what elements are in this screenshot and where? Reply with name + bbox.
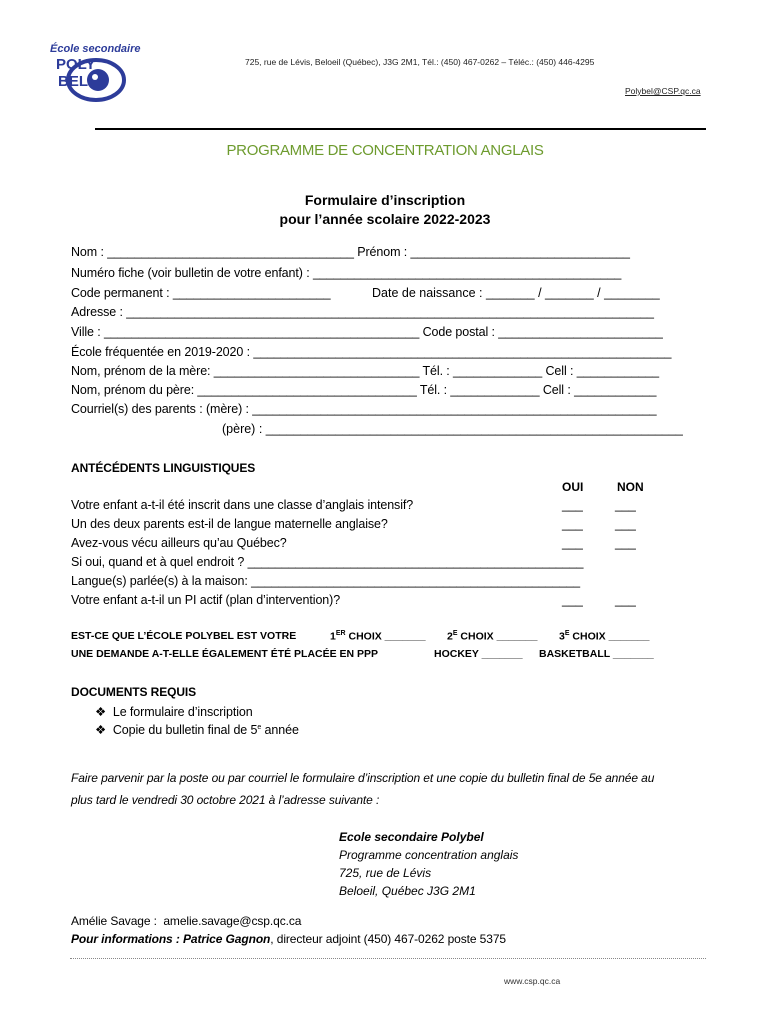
choix-3-label: CHOIX _______: [569, 630, 650, 643]
question-langue-maternelle: Un des deux parents est-il de langue maternelle anglaise?: [71, 517, 388, 531]
document-item-bulletin-suffix: année: [261, 723, 299, 737]
document-item-bulletin-sup: e: [257, 723, 262, 731]
field-ville-code-postal[interactable]: Ville : ______________________________________________ Code postal : ________________________: [71, 325, 663, 339]
form-title-line-1: Formulaire d’inscription: [304, 192, 466, 208]
choix-question-ppp: UNE DEMANDE A-T-ELLE ÉGALEMENT ÉTÉ PLACÉE EN PPP: [71, 648, 379, 660]
field-adresse[interactable]: Adresse : _____________________________________________________________________________: [71, 305, 654, 319]
school-email-link[interactable]: Polybel@CSP.qc.ca: [625, 86, 701, 96]
form-title: [0, 191, 770, 229]
field-numero-fiche[interactable]: Numéro fiche (voir bulletin de votre enfant) : _____________________________________________: [71, 266, 622, 280]
document-item-formulaire-label: Le formulaire d’inscription: [112, 705, 253, 719]
choix-1-num: 1: [330, 630, 336, 643]
logo-text-ecole: École secondaire: [50, 43, 141, 55]
instructions-line-2: plus tard le vendredi 30 octobre 2021 à l’adresse suivante :: [71, 793, 380, 807]
form-title-line-2: pour l’année scolaire 2022-2023: [279, 211, 491, 227]
diamond-bullet-icon: ❖: [95, 723, 107, 737]
contact-info: [71, 932, 506, 946]
answer-non-q6[interactable]: ___: [615, 593, 636, 607]
instructions-line-1: Faire parvenir par la poste ou par courriel le formulaire d’inscription et une copie du bulletin final de 5e année au: [71, 771, 655, 785]
mailing-street: 725, rue de Lévis: [339, 866, 432, 880]
field-mere[interactable]: Nom, prénom de la mère: ______________________________ Tél. : _____________ Cell : ____________: [71, 364, 659, 378]
answer-oui-q6[interactable]: ___: [562, 593, 583, 607]
school-logo: [48, 40, 141, 106]
logo-text-poly: POLY: [56, 56, 96, 73]
choix-1-sup: ER: [335, 630, 346, 637]
choix-2-label: CHOIX _______: [457, 630, 538, 643]
document-item-formulaire: [95, 704, 253, 719]
field-quand-endroit[interactable]: Si oui, quand et à quel endroit ? _________________________________________________: [71, 555, 584, 569]
field-langues-maison[interactable]: Langue(s) parlée(s) à la maison: ________________________________________________: [71, 574, 581, 588]
question-vecu-ailleurs: Avez-vous vécu ailleurs qu’au Québec?: [71, 536, 287, 550]
field-nom-prenom[interactable]: Nom : ____________________________________ Prénom : ________________________________: [71, 245, 630, 259]
choix-2-sup: E: [452, 630, 458, 637]
mailing-program: Programme concentration anglais: [339, 848, 519, 862]
mailing-city: Beloeil, Québec J3G 2M1: [339, 884, 476, 898]
header-divider: [95, 128, 706, 130]
footer-website-link[interactable]: www.csp.qc.ca: [504, 976, 561, 986]
choix-1-label: CHOIX _______: [345, 630, 426, 643]
contact-amelie: Amélie Savage : amelie.savage@csp.qc.ca: [71, 914, 302, 928]
choix-hockey-field[interactable]: HOCKEY _______: [434, 648, 523, 660]
field-pere[interactable]: Nom, prénom du père: ________________________________ Tél. : _____________ Cell : ____________: [71, 383, 657, 397]
contact-info-name: Pour informations : Patrice Gagnon: [71, 932, 271, 946]
logo-text-bel: BEL: [58, 73, 88, 90]
school-address: 725, rue de Lévis, Beloeil (Québec), J3G 2M1, Tél.: (450) 467-0262 – Téléc.: (450) 446-4295: [245, 57, 595, 67]
document-item-bulletin-label: Copie du bulletin final de 5: [112, 723, 258, 737]
answer-oui-q1[interactable]: ___: [562, 498, 583, 512]
question-anglais-intensif: Votre enfant a-t-il été inscrit dans une classe d’anglais intensif?: [71, 498, 414, 512]
program-title: PROGRAMME DE CONCENTRATION ANGLAIS: [226, 142, 544, 159]
choix-3-field[interactable]: [559, 630, 649, 643]
choix-1-field[interactable]: [330, 630, 426, 643]
field-date-naissance[interactable]: Date de naissance : _______ / _______ / ________: [372, 286, 660, 300]
oui-header: OUI: [562, 480, 584, 494]
field-code-permanent[interactable]: Code permanent : _______________________: [71, 286, 331, 300]
answer-non-q3[interactable]: ___: [615, 536, 636, 550]
answer-oui-q3[interactable]: ___: [562, 536, 583, 550]
choix-3-num: 3: [559, 630, 565, 643]
question-plan-intervention: Votre enfant a-t-il un PI actif (plan d’intervention)?: [71, 593, 341, 607]
choix-2-field[interactable]: [447, 630, 537, 643]
answer-non-q1[interactable]: ___: [615, 498, 636, 512]
contact-info-details: , directeur adjoint (450) 467-0262 poste 5375: [270, 932, 506, 946]
antecedents-title: ANTÉCÉDENTS LINGUISTIQUES: [71, 461, 256, 475]
field-ecole-frequentee[interactable]: École fréquentée en 2019-2020 : _____________________________________________________________: [71, 345, 672, 359]
document-item-bulletin: [95, 722, 299, 737]
documents-title: DOCUMENTS REQUIS: [71, 685, 197, 699]
field-courriel-pere[interactable]: (père) : ____________________________________________________________: [222, 422, 683, 436]
mailing-school-name: Ecole secondaire Polybel: [339, 830, 484, 844]
answer-oui-q2[interactable]: ___: [562, 517, 583, 531]
choix-question-polybel: EST-CE QUE L’ÉCOLE POLYBEL EST VOTRE: [71, 630, 297, 642]
choix-2-num: 2: [447, 630, 453, 643]
field-courriel-mere[interactable]: Courriel(s) des parents : (mère) : ___________________________________________________________: [71, 402, 657, 416]
choix-3-sup: E: [564, 630, 570, 637]
choix-basketball-field[interactable]: BASKETBALL _______: [539, 648, 654, 660]
diamond-bullet-icon: ❖: [95, 705, 107, 719]
non-header: NON: [617, 480, 644, 494]
footer-divider: [70, 958, 706, 959]
answer-non-q2[interactable]: ___: [615, 517, 636, 531]
